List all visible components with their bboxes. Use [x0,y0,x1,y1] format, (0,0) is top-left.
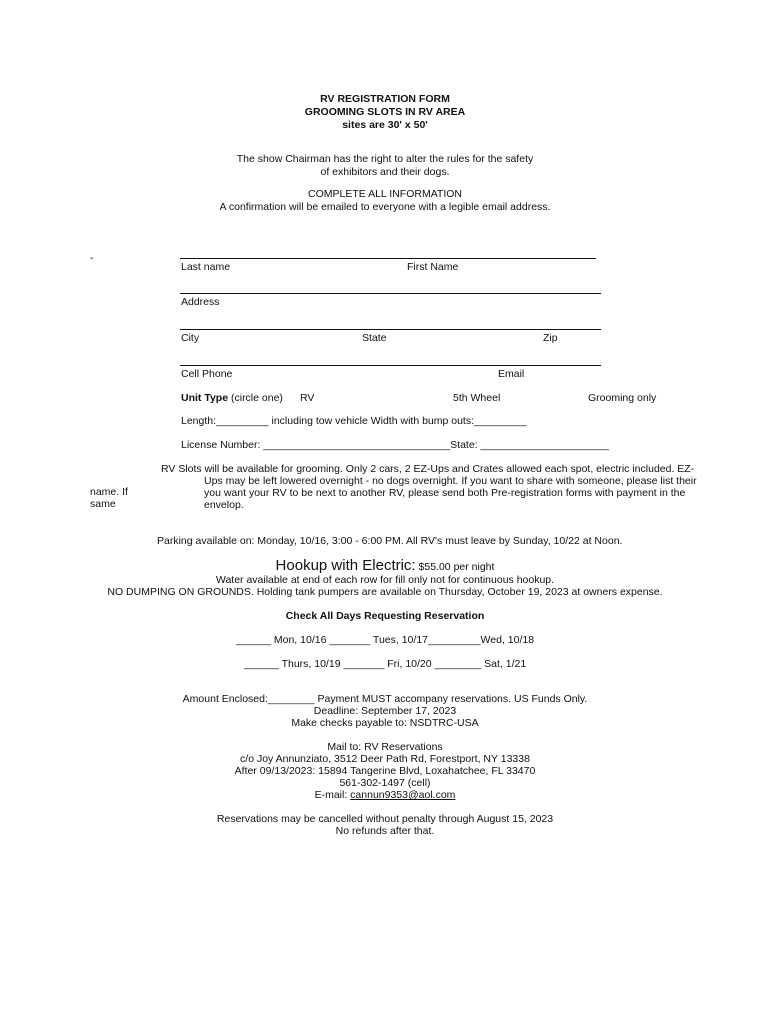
mail-phone: 561-302-1497 (cell) [339,777,431,789]
unit-type-hint: (circle one) [230,392,283,404]
days-row-2[interactable]: ______ Thurs, 10/19 _______ Fri, 10/20 ________ Sat, 1/21 [243,658,527,670]
water-info: Water available at end of each row for fill only not for continuous hookup. [215,574,555,586]
address-underline[interactable] [180,293,601,294]
hookup-heading [0,557,770,574]
form-title: RV REGISTRATION FORM [320,93,450,105]
hookup-price: $55.00 per night [418,561,495,573]
margin-name-if: name. If [90,486,128,498]
email-label: Email [498,368,525,380]
intro-line-1: The show Chairman has the right to alter the rules for the safety [236,153,534,165]
rv-slots-line-1: RV Slots will be available for grooming. Only 2 cars, 2 EZ-Ups and Crates allowed each spot, electric included. EZ- [161,463,695,475]
length-width-line[interactable]: Length:_________ including tow vehicle Width with bump outs:_________ [181,415,527,427]
site-size: sites are 30' x 50' [342,119,428,131]
name-underline[interactable] [180,258,596,259]
address-label: Address [181,296,220,308]
form-subtitle: GROOMING SLOTS IN RV AREA [304,106,466,118]
first-name-label: First Name [407,261,459,273]
mail-email [0,789,770,801]
days-heading: Check All Days Requesting Reservation [285,610,485,622]
payable-to: Make checks payable to: NSDTRC-USA [291,717,479,729]
cell-phone-label: Cell Phone [181,368,233,380]
unit-type-label: Unit Type [181,392,229,404]
confirmation-note: A confirmation will be emailed to everyone with a legible email address. [219,201,551,213]
zip-label: Zip [543,332,558,344]
unit-option-5th-wheel[interactable]: 5th Wheel [453,392,501,404]
complete-all-info: COMPLETE ALL INFORMATION [307,188,463,200]
hookup-label: Hookup with Electric: [275,557,416,574]
license-state-line[interactable]: License Number: ________________________________State: ______________________ [181,439,609,451]
mail-address-1: c/o Joy Annunziato, 3512 Deer Path Rd, Forestport, NY 13338 [240,753,530,765]
days-row-1[interactable]: ______ Mon, 10/16 _______ Tues, 10/17_________Wed, 10/18 [235,634,535,646]
city-state-zip-underline[interactable] [180,329,601,330]
intro-line-2: of exhibitors and their dogs. [320,166,450,178]
state-label: State [362,332,387,344]
dumping-info: NO DUMPING ON GROUNDS. Holding tank pumpers are available on Thursday, October 19, 2023 at owners expense. [107,586,663,598]
phone-email-underline[interactable] [180,365,601,366]
deadline: Deadline: September 17, 2023 [313,705,457,717]
cancellation-line-1: Reservations may be cancelled without penalty through August 15, 2023 [216,813,554,825]
mail-address-2: After 09/13/2023: 15894 Tangerine Blvd, Loxahatchee, FL 33470 [234,765,536,777]
parking-info: Parking available on: Monday, 10/16, 3:00 - 6:00 PM. All RV's must leave by Sunday, 10/22 at Noon. [157,535,623,547]
amount-enclosed[interactable]: Amount Enclosed:________ Payment MUST accompany reservations. US Funds Only. [182,693,588,705]
rv-slots-line-3: you want your RV to be next to another RV, please send both Pre-registration forms with payment in the [204,487,686,499]
margin-same: same [90,498,116,510]
unit-type [181,392,283,404]
rv-slots-line-2: Ups may be left lowered overnight - no dogs overnight. If you want to share with someone, please list their [204,475,697,487]
margin-dash: - [90,252,94,264]
cancellation-line-2: No refunds after that. [335,825,435,837]
last-name-label: Last name [181,261,231,273]
rv-slots-line-4: envelop. [204,499,244,511]
city-label: City [181,332,200,344]
unit-option-grooming-only[interactable]: Grooming only [588,392,657,404]
email-link[interactable]: cannun9353@aol.com [350,789,456,801]
mail-to: Mail to: RV Reservations [327,741,443,753]
unit-option-rv[interactable]: RV [300,392,315,404]
email-prefix: E-mail: [314,789,348,801]
